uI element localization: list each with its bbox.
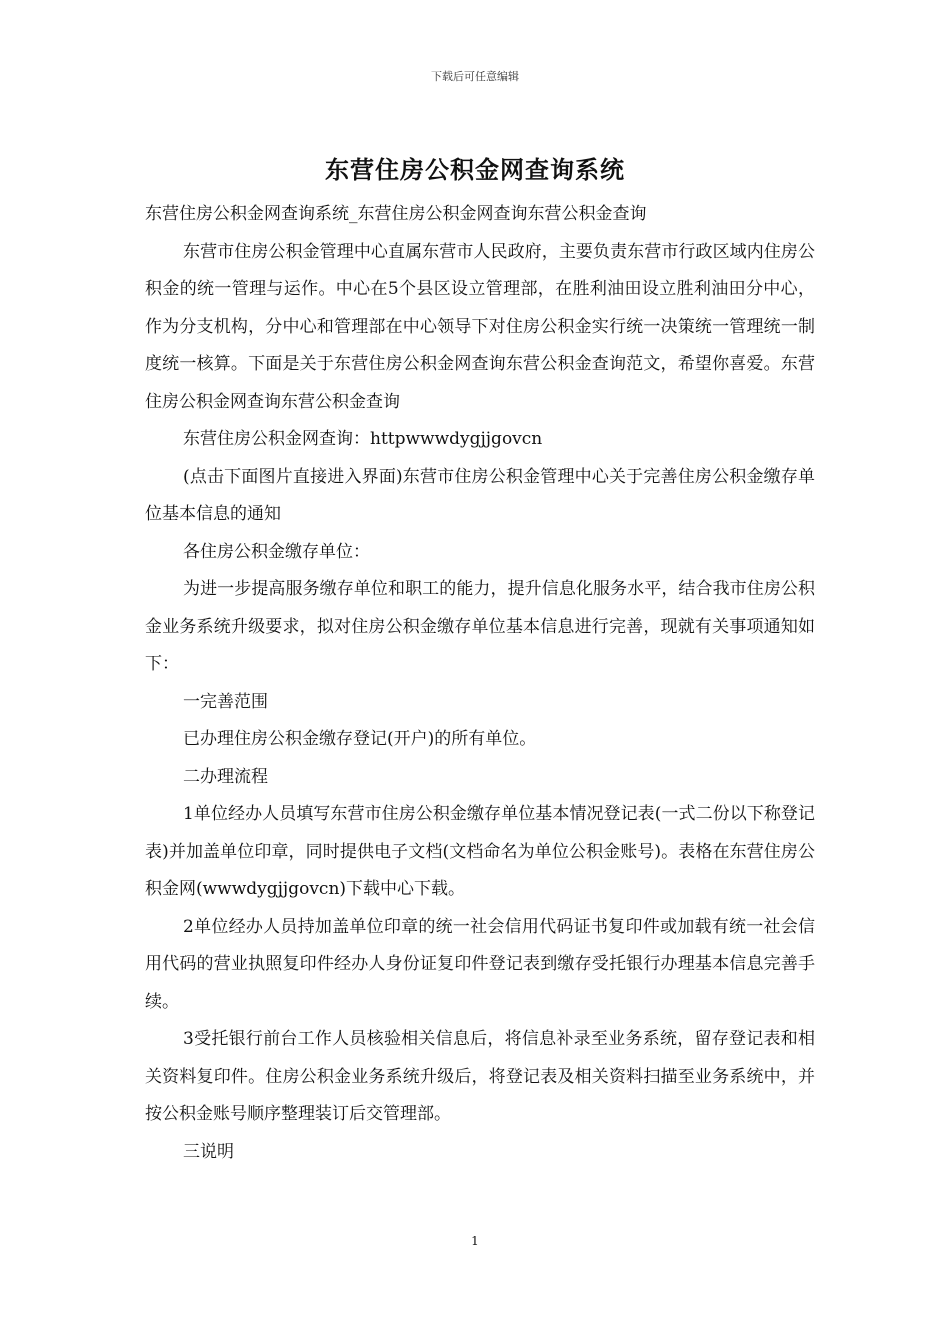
paragraph-notice-title: (点击下面图片直接进入界面)东营市住房公积金管理中心关于完善住房公积金缴存单位基本信息的通知 — [145, 466, 815, 524]
paragraph-intro: 东营市住房公积金管理中心直属东营市人民政府，主要负责东营市行政区域内住房公积金的统一管理与运作。中心在5个县区设立管理部，在胜利油田设立胜利油田分中心，作为分支机构，分中心和管理部在中心领导下对住房公积金实行统一决策统一管理统一制度统一核算。下面是关于东营住房公积金网查询东营公积金查询范文，希望你喜爱。东营住房公积金网查询东营公积金查询 — [145, 241, 815, 412]
paragraph-step-1: 1单位经办人员填写东营市住房公积金缴存单位基本情况登记表(一式二份以下称登记表)并加盖单位印章，同时提供电子文档(文档命名为单位公积金账号)。表格在东营住房公积金网(wwwdygjjgovcn)下载中心下载。 — [145, 804, 815, 899]
header-note: 下载后可任意编辑 — [431, 70, 519, 83]
paragraph-step-2: 2单位经办人员持加盖单位印章的统一社会信用代码证书复印件或加载有统一社会信用代码的营业执照复印件经办人身份证复印件登记表到缴存受托银行办理基本信息完善手续。 — [145, 916, 815, 1012]
document-title: 东营住房公积金网查询系统 — [325, 155, 625, 184]
paragraph-subtitle: 东营住房公积金网查询系统_东营住房公积金网查询东营公积金查询 — [145, 204, 647, 224]
paragraph-purpose: 为进一步提高服务缴存单位和职工的能力，提升信息化服务水平，结合我市住房公积金业务系统升级要求，拟对住房公积金缴存单位基本信息进行完善，现就有关事项通知如下： — [145, 579, 815, 674]
section-heading-scope: 一完善范围 — [183, 691, 268, 712]
paragraph-website: 东营住房公积金网查询：httpwwwdygjjgovcn — [183, 429, 543, 449]
paragraph-salutation: 各住房公积金缴存单位： — [183, 541, 370, 562]
paragraph-step-3: 3受托银行前台工作人员核验相关信息后，将信息补录至业务系统，留存登记表和相关资料复印件。住房公积金业务系统升级后，将登记表及相关资料扫描至业务系统中，并按公积金账号顺序整理装订后交管理部。 — [145, 1029, 815, 1124]
paragraph-scope: 已办理住房公积金缴存登记(开户)的所有单位。 — [183, 729, 537, 749]
document-body — [145, 196, 815, 1171]
section-heading-notes: 三说明 — [183, 1141, 234, 1162]
section-heading-process: 二办理流程 — [183, 766, 268, 787]
page-number: 1 — [471, 1234, 479, 1248]
